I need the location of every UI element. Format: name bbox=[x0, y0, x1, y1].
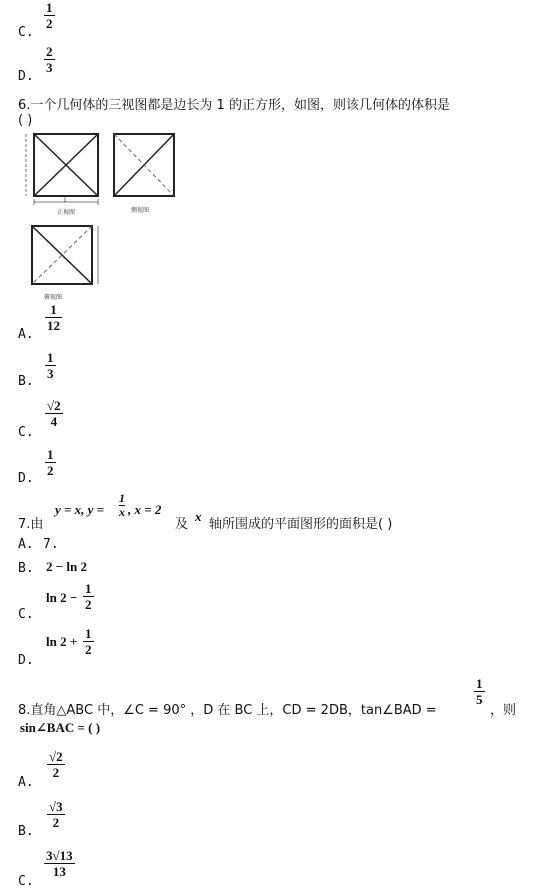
q6-option-d-label: D. bbox=[18, 471, 34, 486]
side-view-caption: 侧视图 bbox=[131, 207, 150, 214]
front-view-caption: 正视图 bbox=[57, 209, 76, 216]
q7-mid: 及 bbox=[175, 517, 189, 532]
q6-option-b-fraction bbox=[45, 350, 56, 381]
fraction-numerator: √2 bbox=[49, 749, 63, 764]
fraction-numerator: 1 bbox=[47, 350, 54, 365]
top-view-diagram bbox=[26, 224, 106, 302]
q6-option-a-fraction bbox=[45, 302, 62, 333]
fraction-numerator: 2 bbox=[46, 44, 53, 59]
q8-stem-line2: sin∠BAC = ( ) bbox=[20, 720, 101, 735]
q7-equation-part2: , x = 2 bbox=[128, 502, 162, 517]
q6-answer-paren: ( ) bbox=[18, 113, 33, 128]
fraction-numerator: 1 bbox=[47, 447, 54, 462]
fraction-denominator: x bbox=[119, 505, 125, 519]
q6-option-a-label: A. bbox=[18, 327, 34, 342]
fraction-numerator: 1 bbox=[85, 581, 92, 596]
front-view-dim-label: 1 bbox=[63, 197, 67, 204]
q6-stem: 6.一个几何体的三视图都是边长为 1 的正方形，如图，则该几何体的体积是 bbox=[18, 98, 450, 113]
q5-option-d-label: D. bbox=[18, 69, 34, 84]
fraction-numerator: 3√13 bbox=[46, 848, 73, 863]
q8-option-a-label: A. bbox=[18, 775, 34, 790]
fraction-denominator: 2 bbox=[85, 642, 92, 657]
q7-axis-var: x bbox=[195, 509, 202, 524]
q7-option-b-text: 2 − ln 2 bbox=[46, 559, 87, 574]
q7-option-a-label: A. bbox=[18, 537, 34, 552]
q7-option-d-label: D. bbox=[18, 653, 34, 668]
fraction-numerator: √3 bbox=[49, 799, 63, 814]
fraction-denominator: 2 bbox=[47, 764, 65, 780]
fraction-denominator: 4 bbox=[45, 413, 63, 429]
top-view-caption: 俯视图 bbox=[44, 294, 63, 301]
q7-option-c-label: C. bbox=[18, 607, 34, 622]
q8-stem-part1: 8.直角△ABC 中，∠C = 90° ，D 在 BC 上，CD = 2DB，tan∠BAD = bbox=[18, 703, 437, 718]
fraction-denominator: 12 bbox=[47, 318, 60, 333]
q7-option-d-fraction bbox=[83, 626, 94, 657]
q6-option-c-label: C. bbox=[18, 425, 34, 440]
q8-option-b-fraction bbox=[47, 799, 65, 830]
q8-option-b-label: B. bbox=[18, 824, 34, 839]
q7-option-d-pre: ln 2 + bbox=[46, 634, 78, 649]
q7-option-c-fraction bbox=[83, 581, 94, 612]
fraction-denominator: 2 bbox=[47, 463, 54, 478]
q7-equation-part1: y = x, y = bbox=[55, 502, 105, 517]
fraction-denominator: 5 bbox=[476, 692, 483, 707]
q5-option-c-fraction bbox=[44, 0, 55, 31]
q7-option-c-pre: ln 2 − bbox=[46, 590, 78, 605]
fraction-denominator: 2 bbox=[85, 597, 92, 612]
q8-option-c-label: C. bbox=[18, 874, 34, 889]
fraction-denominator: 2 bbox=[47, 814, 65, 830]
q7-option-b-label: B. bbox=[18, 561, 34, 576]
fraction-numerator: 1 bbox=[50, 302, 57, 317]
front-view-diagram bbox=[20, 132, 110, 218]
fraction-denominator: 3 bbox=[47, 366, 54, 381]
fraction-denominator: 2 bbox=[46, 16, 53, 31]
fraction-denominator: 13 bbox=[44, 863, 75, 879]
fraction-numerator: 1 bbox=[476, 676, 483, 691]
fraction-numerator: 1 bbox=[85, 626, 92, 641]
q6-option-b-label: B. bbox=[18, 374, 34, 389]
fraction-numerator: 1 bbox=[46, 0, 53, 15]
q7-prefix: 7.由 bbox=[18, 517, 44, 532]
fraction-numerator: 1 bbox=[119, 491, 125, 505]
q7-reciprocal-fraction bbox=[119, 492, 125, 519]
q8-stem-part2: ，则 bbox=[490, 703, 517, 718]
q6-option-c-fraction bbox=[45, 398, 63, 429]
q5-option-d-fraction bbox=[44, 44, 55, 75]
fraction-numerator: √2 bbox=[47, 398, 61, 413]
q6-option-d-fraction bbox=[45, 447, 56, 478]
q8-tan-fraction bbox=[474, 676, 485, 707]
fraction-denominator: 3 bbox=[46, 60, 53, 75]
q5-option-c-label: C. bbox=[18, 25, 34, 40]
q7-suffix: 轴所围成的平面图形的面积是( ) bbox=[209, 517, 393, 532]
q7-option-a-text: 7. bbox=[43, 537, 59, 552]
q8-option-c-fraction bbox=[44, 848, 75, 879]
q8-option-a-fraction bbox=[47, 749, 65, 780]
